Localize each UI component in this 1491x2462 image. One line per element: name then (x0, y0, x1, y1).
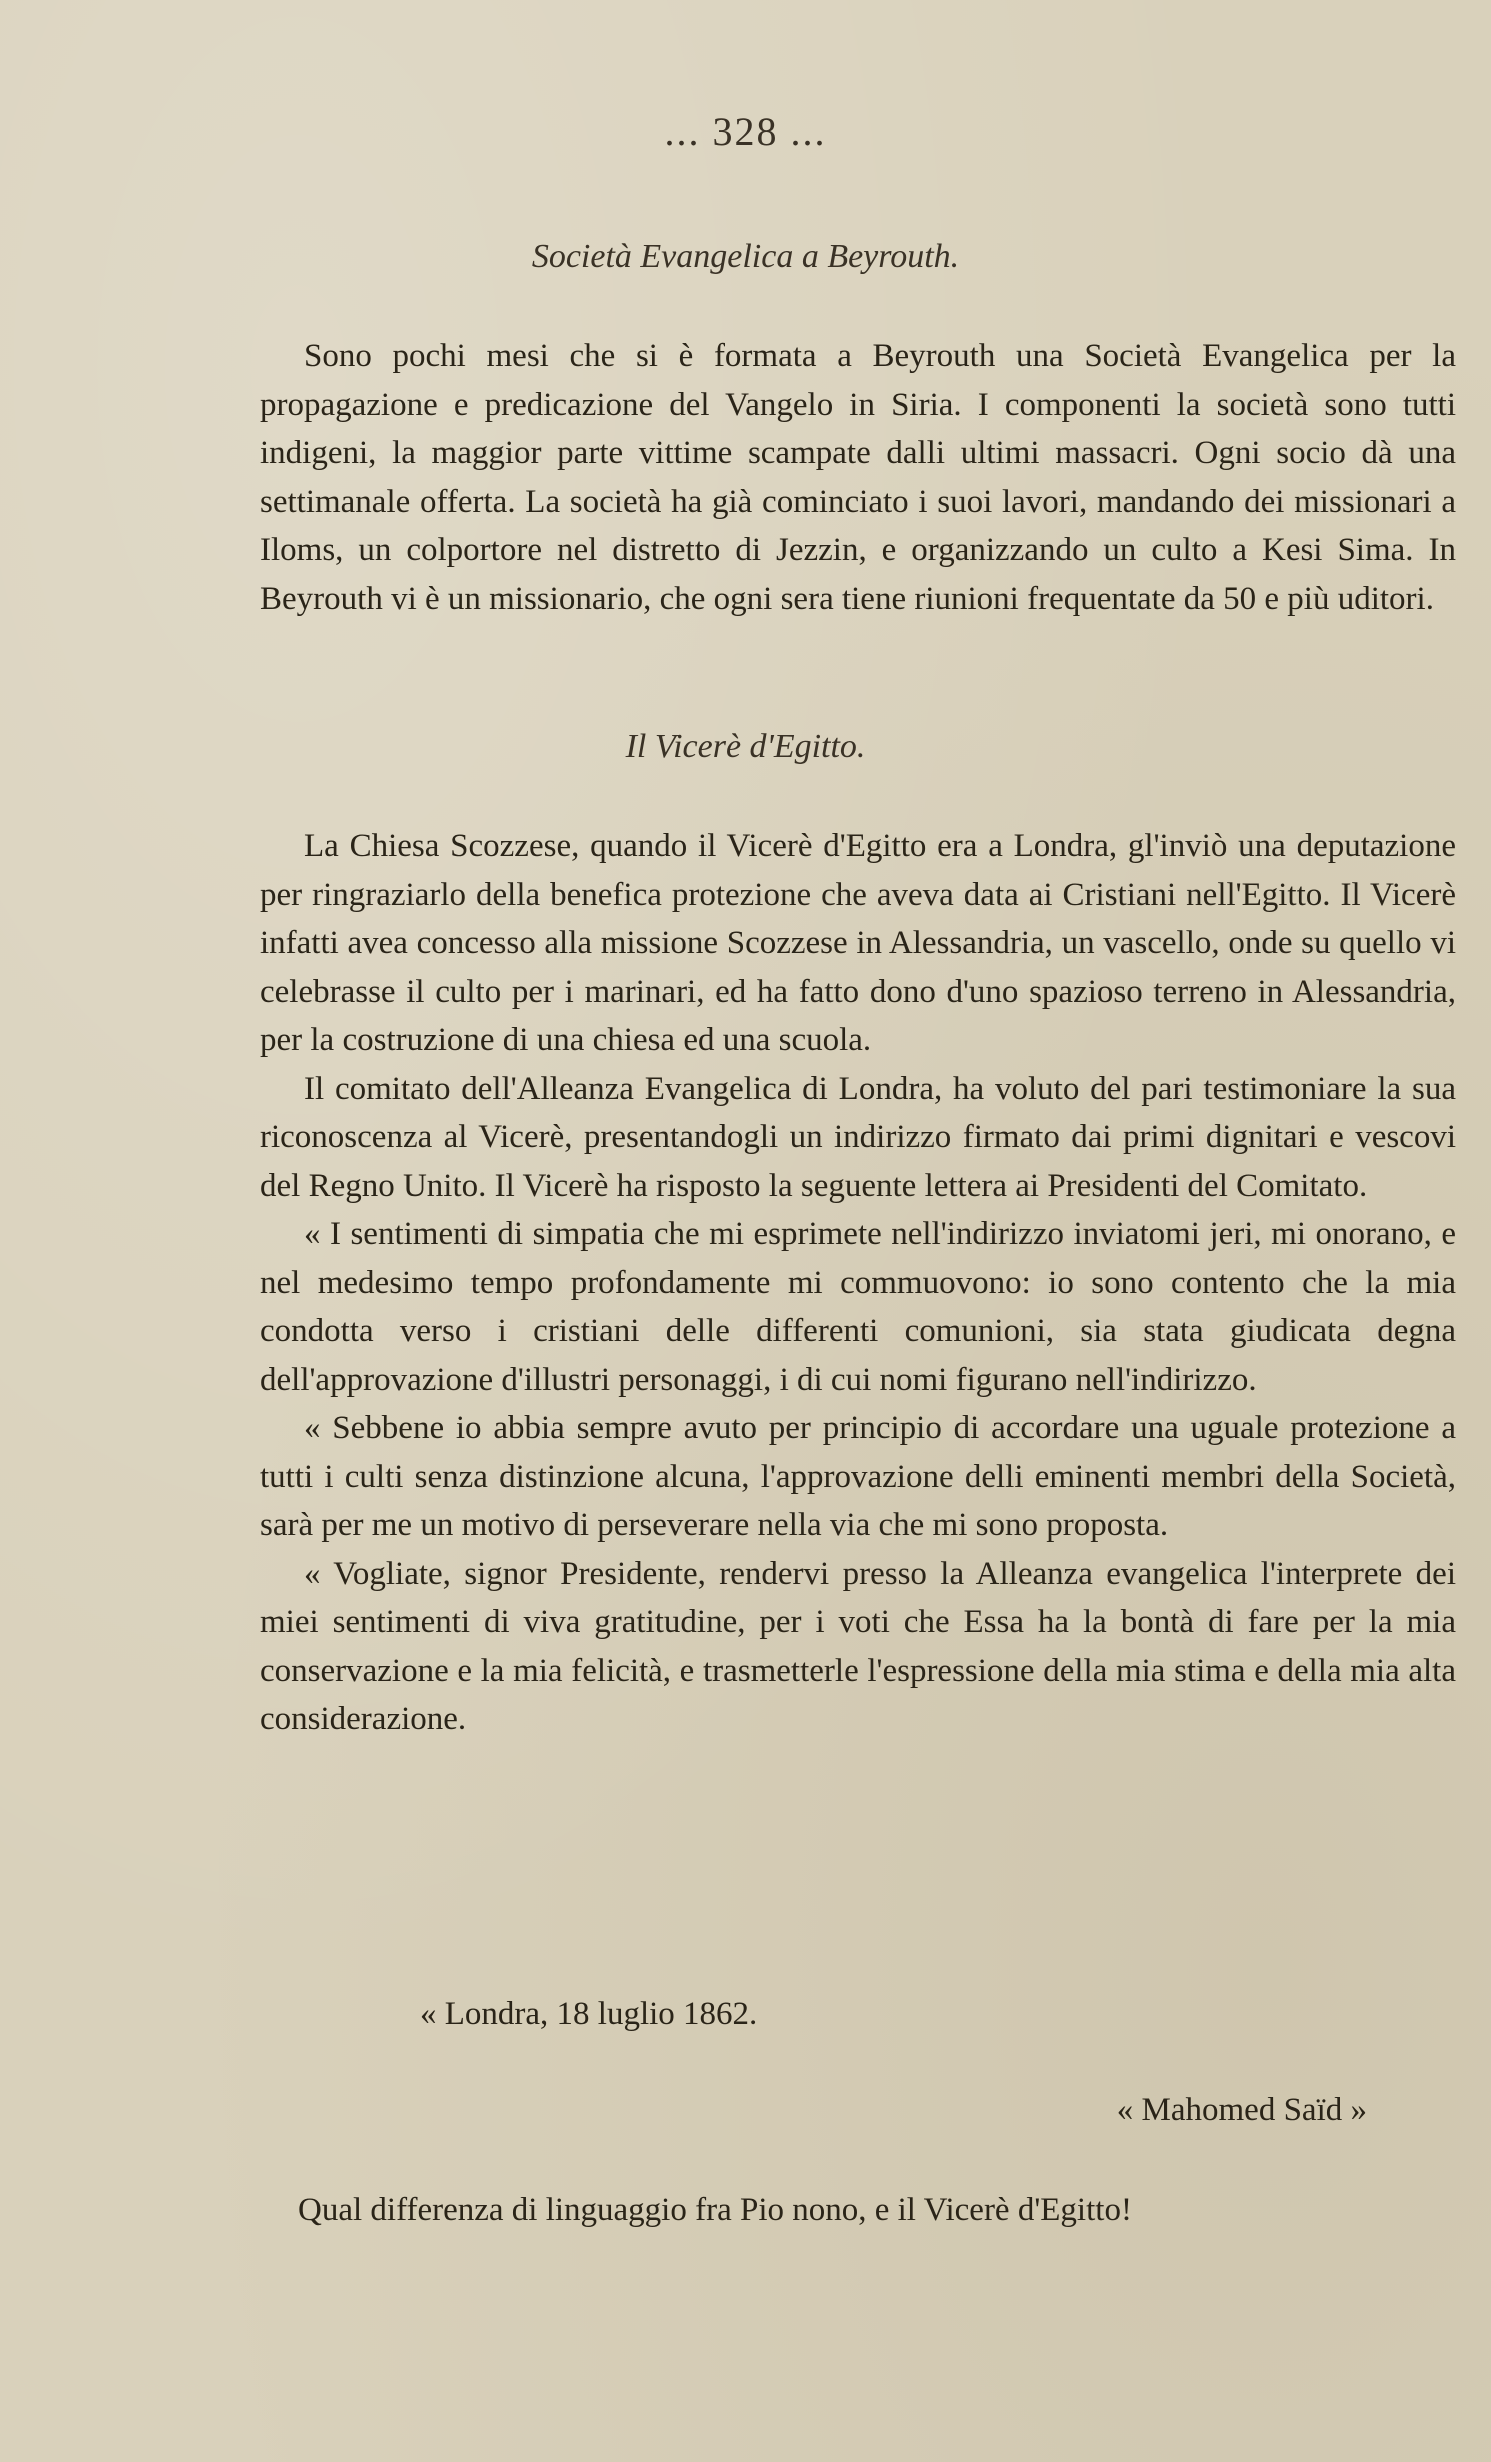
section-body-vicere (260, 822, 1456, 1744)
letter-paragraph: « Vogliate, signor Presidente, rendervi presso la Alleanza evangelica l'interprete dei miei sentimenti di viva gratitudine, per i voti che Essa ha la bontà di fare per la mia conservazione e la mia felicità, e trasmetterle l'espressione della mia stima e della mia alta considerazione. (260, 1555, 1456, 1737)
paragraph: Sono pochi mesi che si è formata a Beyrouth una Società Evangelica per la propagazione e predicazione del Vangelo in Siria. I componenti la società sono tutti indigeni, la maggior parte vittime scampate dalli ultimi massacri. Ogni socio dà una settimanale offerta. La società ha già cominciato i suoi lavori, mandando dei missionari a Iloms, un colportore nel distretto di Jezzin, e organizzando un culto a Kesi Sima. In Beyrouth vi è un missionario, che ogni sera tiene riunioni frequentate da 50 e più uditori. (260, 338, 1456, 617)
letter-paragraph: « Sebbene io abbia sempre avuto per principio di accordare una uguale protezione a tutti i culti senza distinzione alcuna, l'approvazione delli eminenti membri della Società, sarà per me un motivo di perseverare nella via che mi sono proposta. (260, 1410, 1456, 1543)
letter-signature: « Mahomed Saïd » (1116, 2092, 1367, 2128)
letter-paragraph: « I sentimenti di simpatia che mi esprimete nell'indirizzo inviatomi jeri, mi onorano, e nel medesimo tempo profondamente mi commuovono: io sono contento che la mia condotta verso i cristiani delle differenti comunioni, sia stata giudicata degna dell'approvazione d'illustri personaggi, i di cui nomi figurano nell'indirizzo. (260, 1216, 1456, 1398)
letter-date-line: « Londra, 18 luglio 1862. (420, 1996, 758, 2032)
page-number: ... 328 ... (664, 109, 827, 154)
section-title-beyrouth: Società Evangelica a Beyrouth. (531, 238, 960, 275)
paragraph: Il comitato dell'Alleanza Evangelica di Londra, ha voluto del pari testimoniare la sua riconoscenza al Vicerè, presentandogli un indirizzo firmato dai primi dignitari e vescovi del Regno Unito. Il Vicerè ha risposto la seguente lettera ai Presidenti del Comitato. (260, 1070, 1456, 1204)
closing-remark: Qual differenza di linguaggio fra Pio nono, e il Vicerè d'Egitto! (298, 2192, 1132, 2228)
section-body-beyrouth (260, 332, 1456, 623)
paragraph: La Chiesa Scozzese, quando il Vicerè d'Egitto era a Londra, gl'inviò una deputazione per ringraziarlo della benefica protezione che aveva data ai Cristiani nell'Egitto. Il Vicerè infatti avea concesso alla missione Scozzese in Alessandria, un vascello, onde su quello vi celebrasse il culto per i marinari, ed ha fatto dono d'uno spazioso terreno in Alessandria, per la costruzione di una chiesa ed una scuola. (260, 828, 1456, 1058)
section-title-vicere: Il Vicerè d'Egitto. (625, 728, 866, 765)
